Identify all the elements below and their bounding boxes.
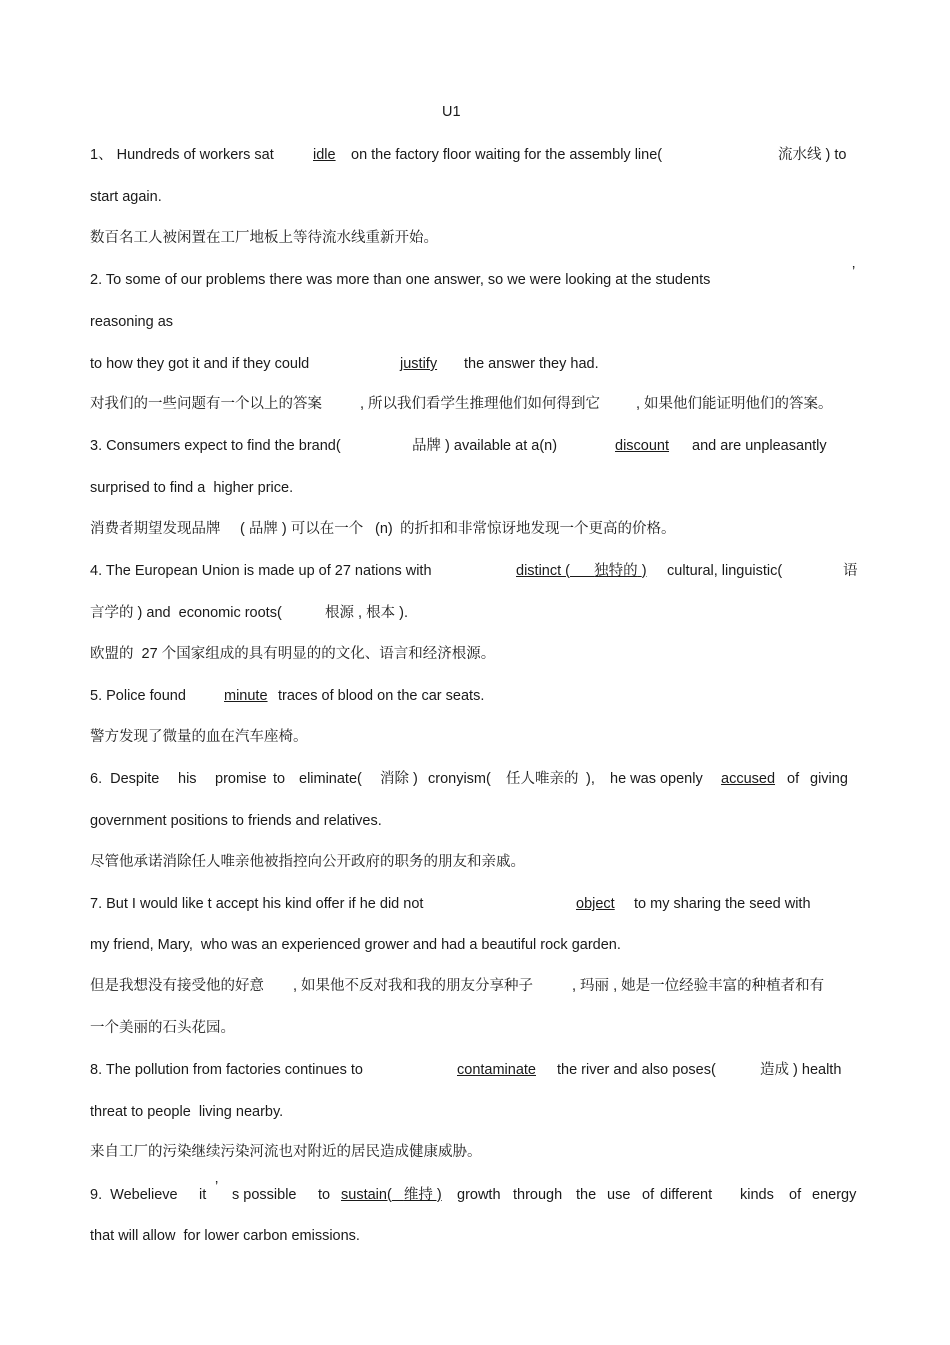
q9-word-7: through	[513, 1187, 563, 1203]
q6-word-1: 6. Despite	[90, 771, 160, 787]
q3-text-mid: and are unpleasantly	[692, 438, 827, 454]
q4-cn-a: 语	[843, 563, 858, 579]
q2-text-line3: to how they got it and if they could	[90, 356, 310, 372]
q6-word-5: eliminate(	[299, 771, 362, 787]
q9-text-end: that will allow for lower carbon emissions.	[90, 1228, 360, 1244]
q2-answer: justify	[400, 356, 438, 372]
q8-cn-term: 造成 ) health	[760, 1062, 842, 1078]
q6-cn-b: 任人唯亲的	[506, 771, 579, 787]
q1-text-mid: on the factory floor waiting for the assembly line(	[351, 147, 663, 163]
q6-text-end: government positions to friends and relatives.	[90, 813, 382, 829]
q9-word-12: kinds	[740, 1187, 774, 1203]
q8-text-start: 8. The pollution from factories continues to	[90, 1062, 363, 1078]
q9-answer-cn: 维持 )	[403, 1187, 442, 1203]
q3-cn-term: 品牌 ) available at a(n)	[412, 438, 558, 454]
q9-word-9: use	[607, 1187, 631, 1203]
q4-answer-word: distinct (	[516, 563, 570, 579]
q6-word-8: he was openly	[610, 771, 703, 787]
q3-text-end: surprised to find a higher price.	[90, 480, 294, 496]
q7-text-mid: to my sharing the seed with	[634, 896, 811, 912]
q9-word-5: to	[318, 1187, 331, 1203]
q6-word-7: ),	[586, 771, 595, 787]
q3-translation-d: 的折扣和非常惊讶地发现一个更高的价格。	[400, 521, 676, 537]
q9-word-2: it	[199, 1187, 207, 1203]
q4-text-start: 4. The European Union is made up of 27 nations with	[90, 563, 432, 579]
q6-word-4: to	[273, 771, 286, 787]
q6-word-6: cronyism(	[428, 771, 491, 787]
q9-answer-word: sustain(	[341, 1187, 392, 1203]
q9-word-8: the	[576, 1187, 597, 1203]
q6-word-10: giving	[810, 771, 848, 787]
q2-translation-a: 对我们的一些问题有一个以上的答案	[90, 396, 322, 412]
q5-text-start: 5. Police found	[90, 688, 186, 704]
q9-word-1: 9. Webelieve	[90, 1187, 178, 1203]
q9-answer	[341, 1186, 442, 1204]
q6-translation: 尽管他承诺消除任人唯亲他被指控向公开政府的职务的朋友和亲戚。	[90, 854, 525, 870]
q1-text-end: start again.	[90, 189, 162, 205]
q5-answer: minute	[224, 688, 268, 704]
q8-answer: contaminate	[457, 1062, 536, 1078]
q3-translation-a: 消费者期望发现品牌	[90, 521, 221, 537]
q1-text-start: 1、 Hundreds of workers sat	[90, 147, 274, 163]
q4-text-line2: 言学的 ) and economic roots(	[90, 605, 282, 621]
q2-text-line2: reasoning as	[90, 314, 174, 330]
q9-word-10: of	[642, 1187, 655, 1203]
q4-cn-b: 根源 , 根本 ).	[325, 605, 408, 621]
q5-text-end: traces of blood on the car seats.	[278, 688, 485, 704]
q2-apostrophe: ’	[852, 264, 856, 280]
q3-text-start: 3. Consumers expect to find the brand(	[90, 438, 341, 454]
q8-translation: 来自工厂的污染继续污染河流也对附近的居民造成健康威胁。	[90, 1144, 482, 1160]
q9-word-13: of	[789, 1187, 802, 1203]
q3-answer: discount	[615, 438, 670, 454]
q3-translation-c: (n)	[375, 521, 393, 537]
q5-translation: 警方发现了微量的血在汽车座椅。	[90, 729, 308, 745]
q9-word-6: growth	[457, 1187, 501, 1203]
q7-translation-b: , 如果他不反对我和我的朋友分享种子	[293, 978, 534, 994]
page-title: U1	[442, 104, 461, 120]
q8-text-end: threat to people living nearby.	[90, 1104, 284, 1120]
q4-text-mid: cultural, linguistic(	[667, 563, 783, 579]
q4-answer-close: )	[641, 563, 647, 579]
q1-translation: 数百名工人被闲置在工厂地板上等待流水线重新开始。	[90, 230, 438, 246]
q2-translation-c: , 如果他们能证明他们的答案。	[636, 396, 833, 412]
q7-answer: object	[576, 896, 615, 912]
q7-translation-d: 一个美丽的石头花园。	[90, 1020, 235, 1036]
q9-word-3: ’	[215, 1179, 219, 1195]
q6-word-2: his	[178, 771, 197, 787]
q7-text-end: my friend, Mary, who was an experienced grower and had a beautiful rock garden.	[90, 937, 621, 953]
q6-word-9: of	[787, 771, 800, 787]
q4-answer	[516, 562, 647, 580]
q9-word-4: s possible	[232, 1187, 297, 1203]
q6-answer: accused	[721, 771, 776, 787]
q7-translation-c: , 玛丽 , 她是一位经验丰富的种植者和有	[572, 978, 825, 994]
q8-text-mid: the river and also poses(	[557, 1062, 716, 1078]
q2-translation-b: , 所以我们看学生推理他们如何得到它	[360, 396, 601, 412]
q7-translation-a: 但是我想没有接受他的好意	[90, 978, 264, 994]
q4-translation: 欧盟的 27 个国家组成的具有明显的的文化、语言和经济根源。	[90, 646, 496, 662]
q1-cn-term: 流水线 ) to	[778, 147, 847, 163]
q9-word-14: energy	[812, 1187, 857, 1203]
q6-cn-a: 消除 )	[380, 771, 418, 787]
q6-word-3: promise	[215, 771, 267, 787]
q9-word-11: different	[660, 1187, 713, 1203]
q3-translation-b: ( 品牌 ) 可以在一个	[240, 521, 364, 537]
q1-answer: idle	[313, 147, 336, 163]
q2-text-start: 2. To some of our problems there was more than one answer, so we were looking at the students	[90, 272, 711, 288]
q4-answer-cn: 独特的	[594, 563, 638, 579]
q7-text-start: 7. But I would like t accept his kind offer if he did not	[90, 896, 424, 912]
q2-text-end: the answer they had.	[464, 356, 599, 372]
